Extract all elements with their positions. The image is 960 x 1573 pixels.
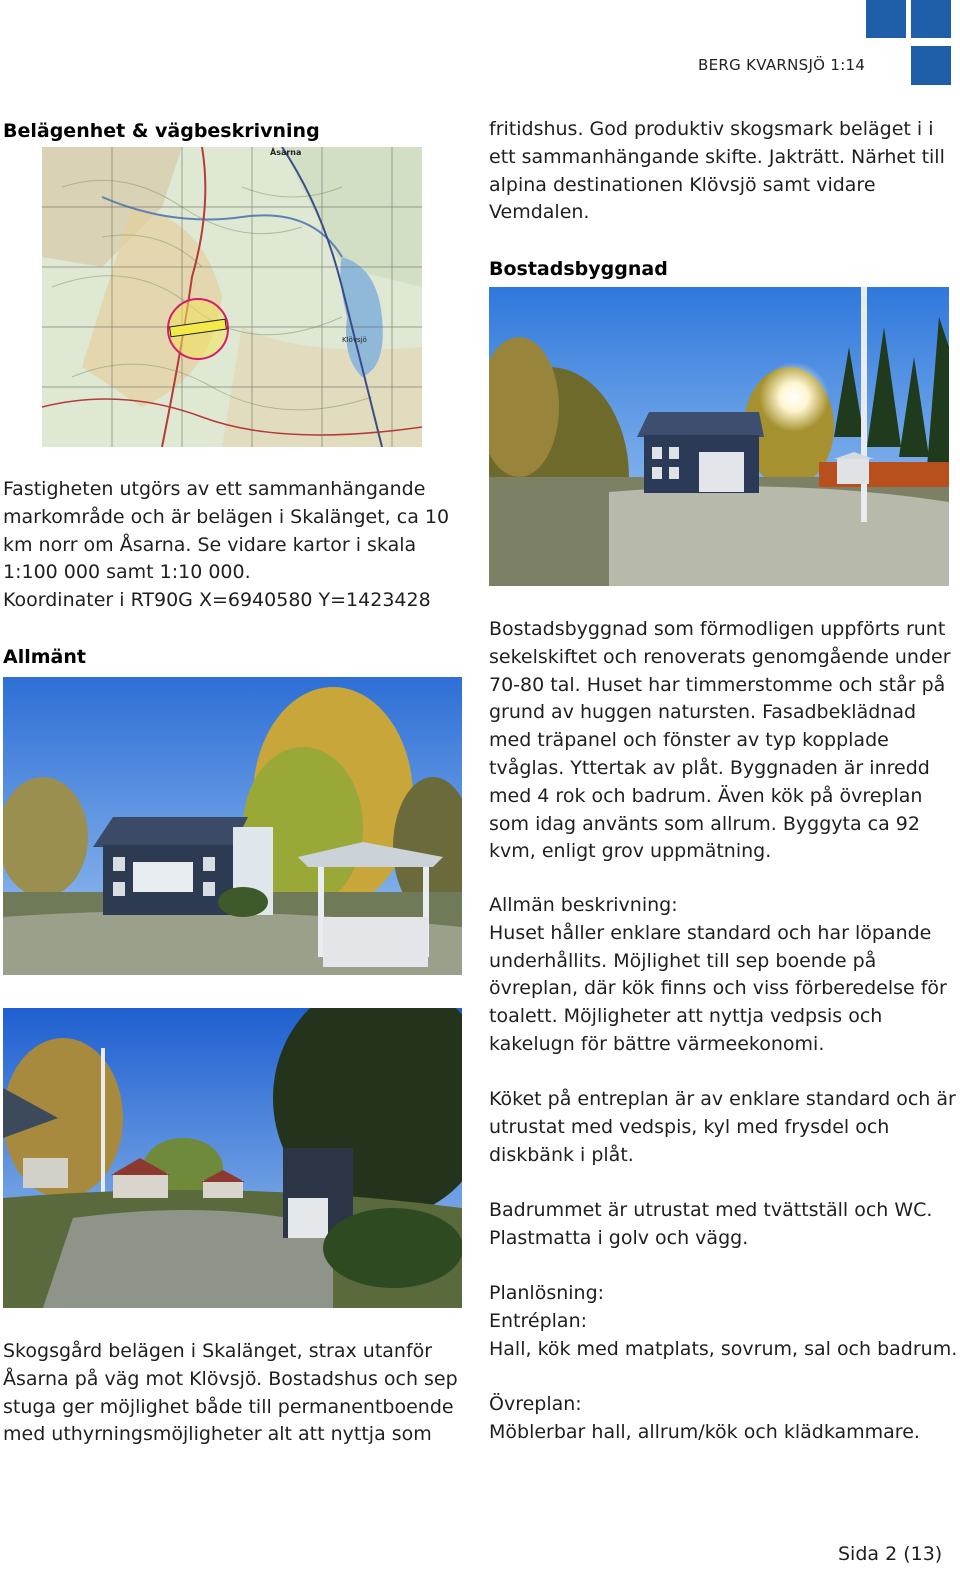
- yard-photo: [3, 1008, 462, 1308]
- continuation-text-line: ett sammanhängande skifte. Jakträtt. Närhet till: [489, 145, 945, 168]
- continuation-text: [489, 116, 945, 227]
- logo-square-top-right: [911, 0, 951, 38]
- bathroom-text-line: Badrummet är utrustat med tvättställ och WC.: [489, 1199, 933, 1221]
- general-text: [3, 1338, 458, 1449]
- continuation-text-line: fritidshus. God produktiv skogsmark beläget i i: [489, 118, 934, 140]
- location-text-line: Fastigheten utgörs av ett sammanhängande: [3, 478, 426, 500]
- logo-square-bottom-right: [911, 46, 951, 85]
- location-text-line: 1:100 000 samt 1:10 000.: [3, 561, 251, 584]
- description-text-line: övreplan, där kök finns och viss förberedelse för: [489, 977, 947, 1000]
- description-text: [489, 892, 947, 1059]
- description-text-line: Allmän beskrivning:: [489, 894, 678, 916]
- kitchen-text: [489, 1086, 956, 1169]
- floorplan-text-line: Hall, kök med matplats, sovrum, sal och badrum.: [489, 1337, 958, 1360]
- general-text-line: Skogsgård belägen i Skalänget, strax utanför: [3, 1340, 433, 1362]
- residence-heading: Bostadsbyggnad: [489, 258, 668, 280]
- house-gazebo-photo: [3, 677, 462, 975]
- upper-floor-text: [489, 1391, 920, 1447]
- residence-text-line: med träpanel och fönster av typ kopplade: [489, 729, 889, 752]
- continuation-text-line: alpina destinationen Klövsjö samt vidare: [489, 173, 876, 196]
- residence-text-line: Bostadsbyggnad som förmodligen uppförts runt: [489, 618, 946, 640]
- bathroom-text-line: Plastmatta i golv och vägg.: [489, 1226, 749, 1249]
- upper-floor-text-line: Möblerbar hall, allrum/kök och klädkammare.: [489, 1420, 920, 1443]
- residence-text-line: grund av huggen natursten. Fasadbeklädnad: [489, 701, 917, 724]
- residence-text-line: tvåglas. Yttertak av plåt. Byggnaden är inredd: [489, 756, 930, 779]
- map-label-klovsjo: Klövsjö: [342, 336, 367, 344]
- residence-text-line: med 4 rok och badrum. Även kök på övreplan: [489, 784, 923, 807]
- general-text-line: Åsarna på väg mot Klövsjö. Bostadshus och sep: [3, 1367, 458, 1390]
- upper-floor-text-line: Övreplan:: [489, 1393, 582, 1415]
- location-heading: Belägenhet & vägbeskrivning: [3, 120, 320, 142]
- logo-square-top-left: [866, 0, 906, 38]
- kitchen-text-line: utrustat med vedspis, kyl med frysdel och: [489, 1115, 890, 1138]
- location-text-line: km norr om Åsarna. Se vidare kartor i skala: [3, 533, 417, 556]
- floorplan-text: [489, 1280, 957, 1363]
- main-house-photo: [489, 287, 949, 586]
- location-text-line: markområde och är belägen i Skalänget, ca 10: [3, 505, 450, 528]
- general-text-line: stuga ger möjlighet både till permanentboende: [3, 1395, 454, 1418]
- residence-text-line: 70-80 tal. Huset har timmerstomme och står på: [489, 673, 946, 696]
- bathroom-text: [489, 1197, 932, 1253]
- description-text-line: toalett. Möjligheter att nyttja vedpsis och: [489, 1005, 883, 1028]
- description-text-line: Huset håller enklare standard och har löpande: [489, 921, 932, 944]
- residence-text: [489, 616, 951, 866]
- location-text: [3, 476, 449, 615]
- residence-text-line: kvm, enligt grov uppmätning.: [489, 840, 772, 863]
- location-text-line: Koordinater i RT90G X=6940580 Y=1423428: [3, 589, 431, 612]
- kitchen-text-line: Köket på entreplan är av enklare standard och är: [489, 1088, 956, 1110]
- page-number: Sida 2 (13): [838, 1543, 943, 1565]
- kitchen-text-line: diskbänk i plåt.: [489, 1143, 634, 1166]
- general-heading: Allmänt: [3, 646, 86, 668]
- property-title: BERG KVARNSJÖ 1:14: [698, 56, 866, 74]
- general-text-line: med uthyrningsmöjligheter alt att nyttja som: [3, 1423, 432, 1446]
- floorplan-text-line: Planlösning:: [489, 1282, 605, 1304]
- floorplan-text-line: Entréplan:: [489, 1309, 588, 1332]
- residence-text-line: som idag använts som allrum. Byggyta ca 92: [489, 812, 920, 835]
- map-label-asarna: Åsarna: [270, 148, 302, 157]
- description-text-line: underhållits. Möjlighet till sep boende på: [489, 949, 877, 972]
- description-text-line: kakelugn för bättre värmeekonomi.: [489, 1032, 825, 1055]
- continuation-text-line: Vemdalen.: [489, 201, 590, 224]
- residence-text-line: sekelskiftet och renoverats genomgående under: [489, 645, 951, 668]
- location-map: [42, 147, 422, 447]
